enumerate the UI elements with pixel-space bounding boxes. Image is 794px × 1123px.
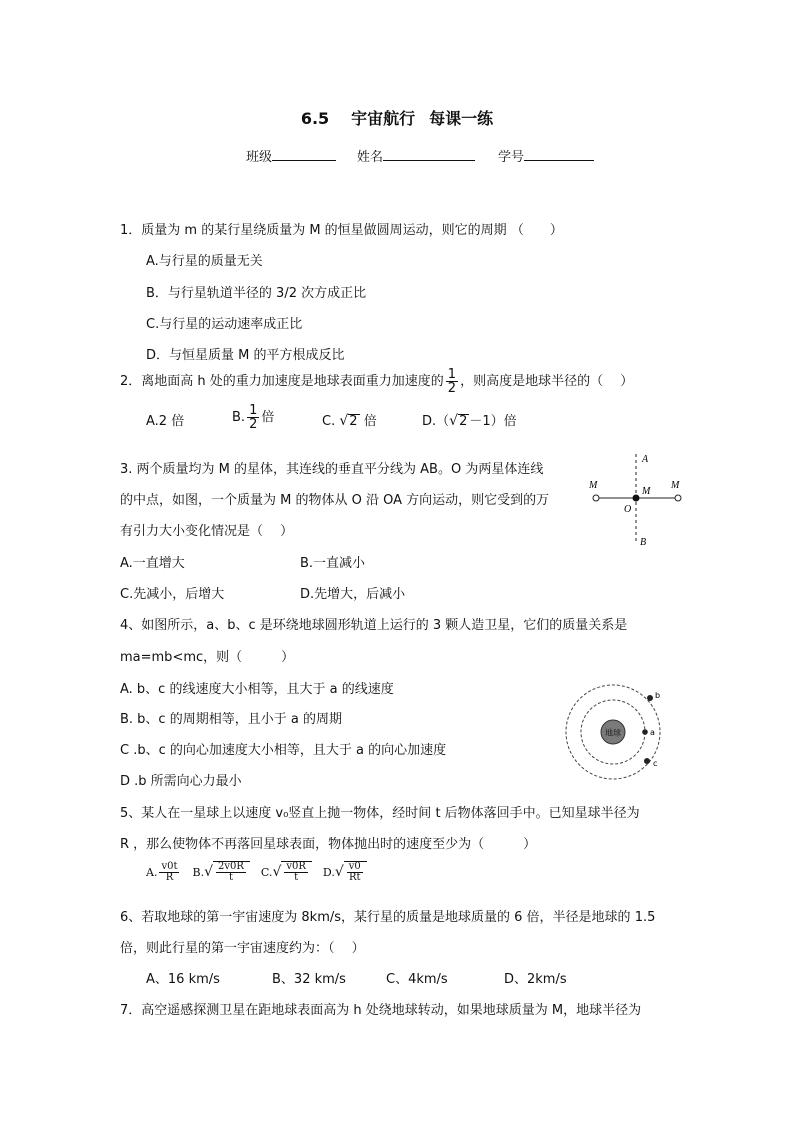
q6-option-b: B、32 km/s xyxy=(272,972,346,987)
q5-optc-den: t xyxy=(284,872,308,883)
q2-frac-den: 2 xyxy=(447,381,457,396)
q6-line2: 倍，则此行星的第一宇宙速度约为：（ ） xyxy=(120,941,365,956)
q2-optb-pre: B. xyxy=(232,410,246,425)
q1-option-a: A.与行星的质量无关 xyxy=(146,254,263,269)
q5-optb-den: t xyxy=(216,872,246,883)
q3-label-m-left: M xyxy=(589,480,598,491)
q1-option-b: B．与行星轨道半径的 3/2 次方成正比 xyxy=(146,286,367,301)
q4-option-c: C .b、c 的向心加速度大小相等，且大于 a 的向心加速度 xyxy=(120,743,447,758)
q3-line2: 的中点，如图，一个质量为 M 的物体从 O 沿 OA 方向运动，则它受到的万 xyxy=(120,493,550,508)
title-text: 宇宙航行 xyxy=(351,109,416,128)
subtitle-text: 每课一练 xyxy=(429,109,494,128)
name-blank[interactable] xyxy=(383,146,475,161)
q2-optb-frac xyxy=(247,404,259,431)
q5-optd-num: v0 xyxy=(348,861,361,872)
q3-left-star xyxy=(593,495,599,501)
q2-option-a: A.2 倍 xyxy=(146,414,185,429)
id-label: 学号 xyxy=(498,150,525,165)
q5-line2: R ，那么使物体不再落回星球表面，物体抛出时的速度至少为（ ） xyxy=(120,837,537,852)
q4-satellite-c xyxy=(644,758,650,764)
q1-option-d: D．与恒星质量 M 的平方根成反比 xyxy=(146,348,345,363)
page-title xyxy=(0,106,794,129)
q2-stem xyxy=(120,368,633,395)
q4-satellite-a xyxy=(642,729,648,735)
q2-optc-rad: 2 xyxy=(349,414,358,429)
q2-optb-num: 1 xyxy=(249,403,258,418)
q6-line1: 6、若取地球的第一宇宙速度为 8km/s，某行星的质量是地球质量的 6 倍，半径是地球的 1.5 xyxy=(120,910,656,925)
q4-option-b: B. b、c 的周期相等，且小于 a 的周期 xyxy=(120,712,342,727)
q1-stem: 1．质量为 m 的某行星绕质量为 M 的恒星做圆周运动，则它的周期 （ ） xyxy=(120,223,563,238)
q2-stem-a: 2．离地面高 h 处的重力加速度是地球表面重力加速度的 xyxy=(120,374,444,389)
q5-line1: 5、某人在一星球上以速度 v₀竖直上抛一物体，经时间 t 后物体落回手中。已知星球半径为 xyxy=(120,806,640,821)
q4-figure xyxy=(562,682,668,784)
q4-line2: ma=mb<mc，则（ ） xyxy=(120,650,295,665)
q3-label-m-mid: M xyxy=(642,486,651,497)
q2-optc-post: 倍 xyxy=(363,414,377,429)
q3-line1: 3. 两个质量均为 M 的星体，其连线的垂直平分线为 AB。O 为两星体连线 xyxy=(120,462,544,477)
q5-optc-pre: C. xyxy=(260,865,273,879)
q3-label-m-right: M xyxy=(671,480,680,491)
q4-label-c: c xyxy=(653,759,658,768)
q3-option-c: C.先减小，后增大 xyxy=(120,587,225,602)
q4-option-d: D .b 所需向心力最小 xyxy=(120,774,242,789)
sqrt-icon: √ xyxy=(339,413,349,429)
q6-option-a: A、16 km/s xyxy=(146,972,220,987)
q5-optd-pre: D. xyxy=(322,865,335,879)
class-label: 班级 xyxy=(246,150,273,165)
q5-optb-frac xyxy=(216,862,246,883)
q4-satellite-b xyxy=(647,695,653,701)
class-blank[interactable] xyxy=(272,146,336,161)
q6-option-d: D、2km/s xyxy=(504,972,567,987)
sqrt-icon: √ xyxy=(449,413,459,429)
q5-option-c xyxy=(260,861,312,883)
q3-label-a: A xyxy=(642,454,649,465)
q3-label-o: O xyxy=(624,504,632,515)
q2-stem-b: ，则高度是地球半径的（ ） xyxy=(460,374,634,389)
q2-option-c xyxy=(322,410,377,429)
q5-optd-frac xyxy=(347,862,363,883)
q2-optd-pre: D.（ xyxy=(422,414,450,429)
q2-optd-rad: 2 xyxy=(459,414,468,429)
sqrt-icon: √ xyxy=(334,863,344,880)
name-field xyxy=(357,146,475,165)
id-field xyxy=(498,146,594,165)
id-blank[interactable] xyxy=(524,146,594,161)
q5-option-b xyxy=(192,861,249,883)
q4-option-a: A. b、c 的线速度大小相等，且大于 a 的线速度 xyxy=(120,682,394,697)
q3-option-d: D.先增大，后减小 xyxy=(300,587,406,602)
q4-earth-label: 地球 xyxy=(605,728,621,738)
q4-label-b: b xyxy=(655,691,661,700)
q5-opta-pre: A. xyxy=(146,865,158,879)
q5-optb-num: 2v0R xyxy=(218,861,244,872)
section-number: 6.5 xyxy=(300,109,330,128)
q2-optb-post: 倍 xyxy=(261,410,275,425)
class-field xyxy=(246,146,336,165)
q7-line1: 7．高空遥感探测卫星在距地球表面高为 h 处绕地球转动，如果地球质量为 M，地球半径为 xyxy=(120,1003,642,1018)
q5-opta-frac xyxy=(159,862,179,883)
q5-opta-num: v0t xyxy=(161,861,178,872)
q1-option-c: C.与行星的运动速率成正比 xyxy=(146,317,303,332)
q3-line3: 有引力大小变化情况是（ ） xyxy=(120,524,294,539)
q3-option-a: A.一直增大 xyxy=(120,556,185,571)
q5-optc-num: v0R xyxy=(286,861,306,872)
q2-frac-num: 1 xyxy=(447,367,457,382)
q3-option-b: B.一直减小 xyxy=(300,556,366,571)
q5-opta-den: R xyxy=(159,872,179,883)
q2-fraction xyxy=(446,368,458,395)
q5-option-d xyxy=(322,861,367,883)
q2-optd-post: －1）倍 xyxy=(469,414,517,429)
q5-optd-den: Rt xyxy=(347,872,363,883)
q2-option-d xyxy=(422,410,517,429)
q2-option-b xyxy=(232,404,274,431)
q3-right-star xyxy=(675,495,681,501)
q3-center-mass xyxy=(633,495,640,502)
q5-option-a xyxy=(146,861,181,883)
q5-optb-pre: B. xyxy=(192,865,205,879)
q5-options xyxy=(146,861,367,883)
q5-optc-frac xyxy=(284,862,308,883)
q6-option-c: C、4km/s xyxy=(386,972,448,987)
q2-optb-den: 2 xyxy=(249,417,258,432)
q4-line1: 4、如图所示，a、b、c 是环绕地球圆形轨道上运行的 3 颗人造卫星，它们的质量关系是 xyxy=(120,618,628,633)
name-label: 姓名 xyxy=(357,150,384,165)
q4-label-a: a xyxy=(650,728,655,737)
sqrt-icon: √ xyxy=(272,863,282,880)
sqrt-icon: √ xyxy=(204,863,213,880)
q3-label-b: B xyxy=(640,537,647,548)
q2-optc-pre: C. xyxy=(322,414,336,429)
q3-figure xyxy=(584,448,690,548)
